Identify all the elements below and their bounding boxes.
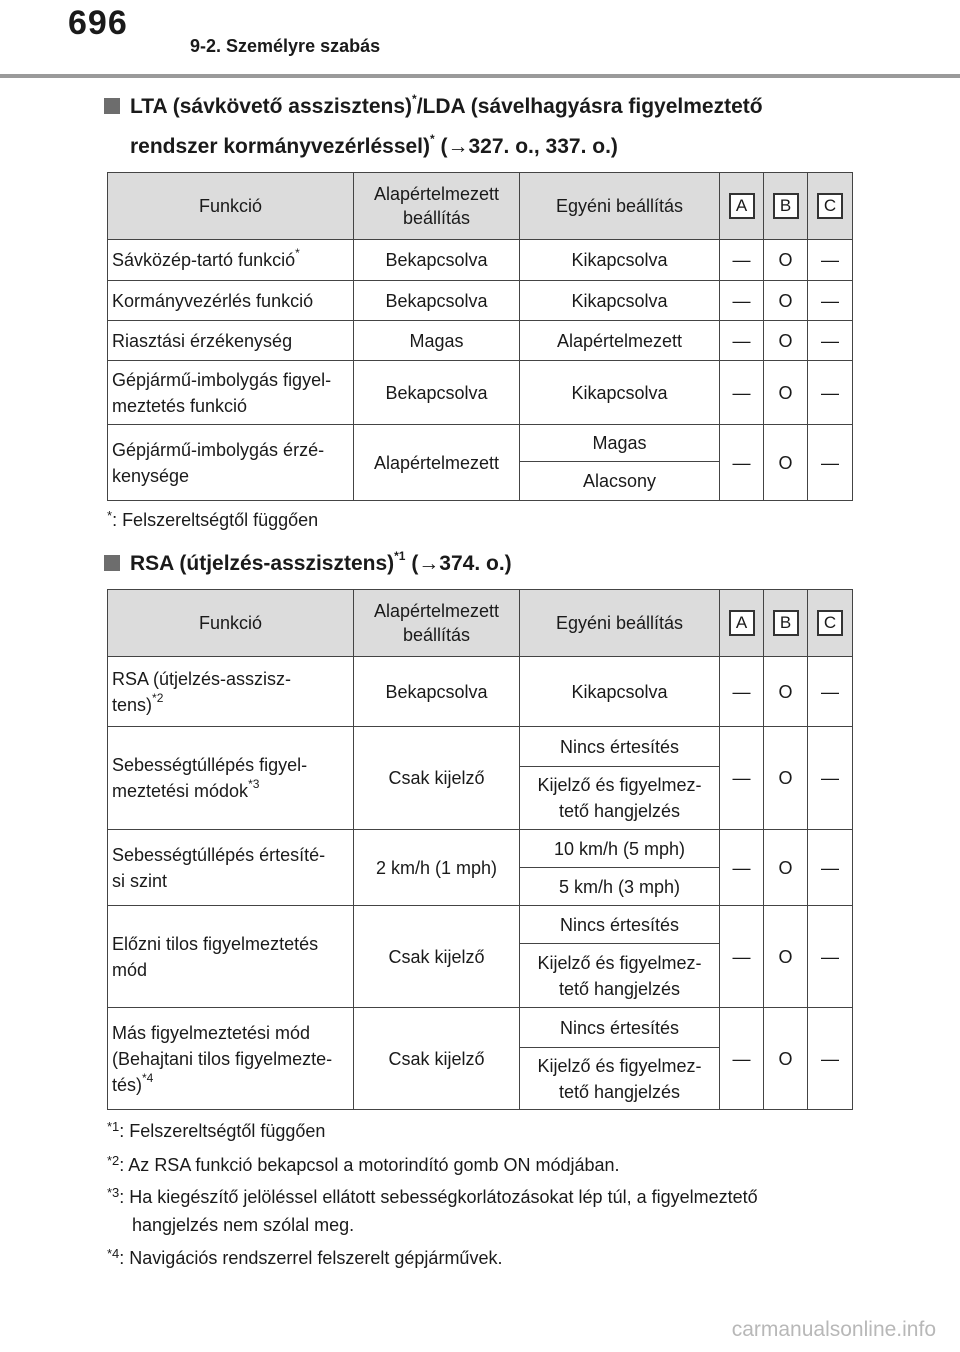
row-a: — xyxy=(720,361,764,425)
row-custom-option: Magas xyxy=(520,425,720,462)
row-sup: * xyxy=(295,246,300,260)
rsa-footnote-1 xyxy=(107,1116,325,1148)
lta-title-sup2: * xyxy=(430,132,435,146)
row-custom-option-line2: tető hangjelzés xyxy=(558,1081,681,1102)
row-custom-option: Nincs értesítés xyxy=(520,906,720,944)
row-b: O xyxy=(764,361,808,425)
row-function: Kormányvezérlés funkció xyxy=(108,281,354,321)
row-default: Bekapcsolva xyxy=(354,361,520,425)
row-a: — xyxy=(720,240,764,281)
row-custom-option-line2: tető hangjelzés xyxy=(558,978,681,999)
row-custom-option-line2: tető hangjelzés xyxy=(558,801,681,821)
rsa-footnote-3-cont: hangjelzés nem szólal meg. xyxy=(132,1215,355,1235)
footnote-mark: *4 xyxy=(107,1246,120,1261)
col-header-default: Alapértelmezett beállítás xyxy=(354,173,520,240)
row-b: O xyxy=(764,240,808,281)
row-b: O xyxy=(764,906,808,1008)
row-c: — xyxy=(808,281,853,321)
section-bullet-icon xyxy=(104,98,120,114)
row-c: — xyxy=(808,906,853,1008)
row-function-line2: meztetési módok xyxy=(112,781,249,801)
row-function-line2: meztetés funkció xyxy=(112,395,248,416)
row-default: Alapértelmezett xyxy=(354,425,520,501)
row-a: — xyxy=(720,727,764,830)
row-custom-option: Nincs értesítés xyxy=(520,1008,720,1048)
row-default: 2 km/h (1 mph) xyxy=(354,830,520,906)
table-row xyxy=(108,425,853,462)
lta-footnote xyxy=(107,505,318,537)
row-custom-option-line1: Kijelző és figyelmez- xyxy=(537,952,702,973)
col-header-default: Alapértelmezett beállítás xyxy=(354,590,520,657)
footnote-mark: * xyxy=(107,508,113,523)
col-header-b: B xyxy=(773,610,799,636)
row-custom: Kikapcsolva xyxy=(520,657,720,727)
lta-table xyxy=(107,172,853,501)
lta-title-part3: rendszer kormányvezérléssel) xyxy=(130,135,430,158)
row-function-line2: (Behajtani tilos figyelmezte- xyxy=(112,1048,333,1069)
header-rule xyxy=(0,74,960,78)
row-function-line1: Előzni tilos figyelmeztetés xyxy=(112,933,319,954)
row-function-line3: tés) xyxy=(112,1074,143,1095)
row-custom-option: Nincs értesítés xyxy=(520,727,720,767)
table-header-row xyxy=(108,173,853,240)
lta-title-ref: (→327. o., 337. o.) xyxy=(434,135,618,158)
table-row xyxy=(108,1008,853,1048)
rsa-title-ref: (→374. o.) xyxy=(405,552,512,575)
watermark: carmanualsonline.info xyxy=(731,1318,936,1341)
row-custom: Alapértelmezett xyxy=(520,321,720,361)
footnote-text: : Az RSA funkció bekapcsol a motorindító gomb ON módjában. xyxy=(119,1155,620,1175)
row-a: — xyxy=(720,830,764,906)
row-c: — xyxy=(808,657,853,727)
row-function-line1: Sebességtúllépés figyel- xyxy=(112,755,308,775)
row-default: Bekapcsolva xyxy=(354,240,520,281)
rsa-title-sup: *1 xyxy=(394,549,406,563)
row-default: Magas xyxy=(354,321,520,361)
col-header-a: A xyxy=(729,610,755,636)
row-function-line2: mód xyxy=(112,959,148,980)
row-default: Csak kijelző xyxy=(354,727,520,830)
row-b: O xyxy=(764,727,808,830)
table-row xyxy=(108,361,853,425)
footnote-text: : Navigációs rendszerrel felszerelt gépjárművek. xyxy=(119,1248,503,1268)
row-a: — xyxy=(720,1008,764,1110)
col-header-custom: Egyéni beállítás xyxy=(520,590,720,657)
row-a: — xyxy=(720,657,764,727)
footnote-mark: *3 xyxy=(107,1185,120,1200)
row-custom: Kikapcsolva xyxy=(520,281,720,321)
row-custom-option: 5 km/h (3 mph) xyxy=(520,868,720,906)
table-row xyxy=(108,830,853,868)
row-custom-option-line1: Kijelző és figyelmez- xyxy=(537,775,702,795)
col-header-function: Funkció xyxy=(108,590,354,657)
row-c: — xyxy=(808,425,853,501)
row-b: O xyxy=(764,281,808,321)
rsa-footnote-2 xyxy=(107,1150,620,1182)
row-b: O xyxy=(764,657,808,727)
row-c: — xyxy=(808,830,853,906)
row-default: Bekapcsolva xyxy=(354,657,520,727)
rsa-footnote-4 xyxy=(107,1243,502,1275)
row-a: — xyxy=(720,425,764,501)
col-header-c: C xyxy=(817,193,843,219)
rsa-title: RSA (útjelzés-asszisztens) xyxy=(130,552,395,575)
row-function-line1: Más figyelmeztetési mód xyxy=(112,1022,311,1043)
footnote-text: : Felszereltségtől függően xyxy=(119,1121,326,1141)
row-c: — xyxy=(808,727,853,830)
col-header-c: C xyxy=(817,610,843,636)
col-header-function: Funkció xyxy=(108,173,354,240)
footnote-mark: *2 xyxy=(107,1153,120,1168)
table-row xyxy=(108,240,853,281)
row-custom: Kikapcsolva xyxy=(520,361,720,425)
row-default: Csak kijelző xyxy=(354,906,520,1008)
row-sup: *2 xyxy=(152,690,164,705)
col-header-custom: Egyéni beállítás xyxy=(520,173,720,240)
row-b: O xyxy=(764,830,808,906)
row-b: O xyxy=(764,425,808,501)
table-row xyxy=(108,281,853,321)
lta-title-part1: LTA (sávkövető asszisztens) xyxy=(130,95,413,118)
table-row xyxy=(108,321,853,361)
table-row xyxy=(108,657,853,727)
row-function-line1: Gépjármű-imbolygás figyel- xyxy=(112,369,332,390)
row-b: O xyxy=(764,321,808,361)
row-function: Riasztási érzékenység xyxy=(108,321,354,361)
row-c: — xyxy=(808,1008,853,1110)
row-function-line2: si szint xyxy=(112,870,168,891)
row-c: — xyxy=(808,321,853,361)
col-header-a: A xyxy=(729,193,755,219)
section-bullet-icon xyxy=(104,555,120,571)
row-custom-option: Alacsony xyxy=(520,462,720,501)
footnote-text: : Ha kiegészítő jelöléssel ellátott sebességkorlátozásokat lép túl, a figyelmeztető xyxy=(119,1187,758,1207)
row-default: Bekapcsolva xyxy=(354,281,520,321)
row-sup: *4 xyxy=(142,1070,154,1085)
row-function-line1: Gépjármű-imbolygás érzé- xyxy=(112,439,325,460)
row-function-line1: RSA (útjelzés-asszisz- xyxy=(112,668,292,689)
page-number: 696 xyxy=(68,4,128,42)
row-a: — xyxy=(720,906,764,1008)
col-header-b: B xyxy=(773,193,799,219)
row-custom-option-line1: Kijelző és figyelmez- xyxy=(537,1055,702,1076)
row-custom: Kikapcsolva xyxy=(520,240,720,281)
row-b: O xyxy=(764,1008,808,1110)
row-function-line1: Sebességtúllépés értesíté- xyxy=(112,844,326,865)
lta-title-part2: /LDA (sávelhagyásra figyelmeztető xyxy=(416,95,763,118)
row-function-line2: tens) xyxy=(112,694,153,715)
row-a: — xyxy=(720,281,764,321)
page-header xyxy=(0,0,960,78)
rsa-table xyxy=(107,589,853,1110)
row-c: — xyxy=(808,361,853,425)
lta-title-sup1: * xyxy=(412,92,417,106)
row-c: — xyxy=(808,240,853,281)
footnote-text: : Felszereltségtől függően xyxy=(112,510,319,530)
row-default: Csak kijelző xyxy=(354,1008,520,1110)
row-custom-option: 10 km/h (5 mph) xyxy=(520,830,720,868)
table-row xyxy=(108,727,853,767)
row-function-line2: kenysége xyxy=(112,465,190,486)
row-a: — xyxy=(720,321,764,361)
row-function: Sávközép-tartó funkció xyxy=(112,250,296,270)
chapter-title: 9-2. Személyre szabás xyxy=(190,36,381,56)
table-row xyxy=(108,906,853,944)
footnote-mark: *1 xyxy=(107,1119,120,1134)
row-sup: *3 xyxy=(248,777,260,791)
table-header-row xyxy=(108,590,853,657)
